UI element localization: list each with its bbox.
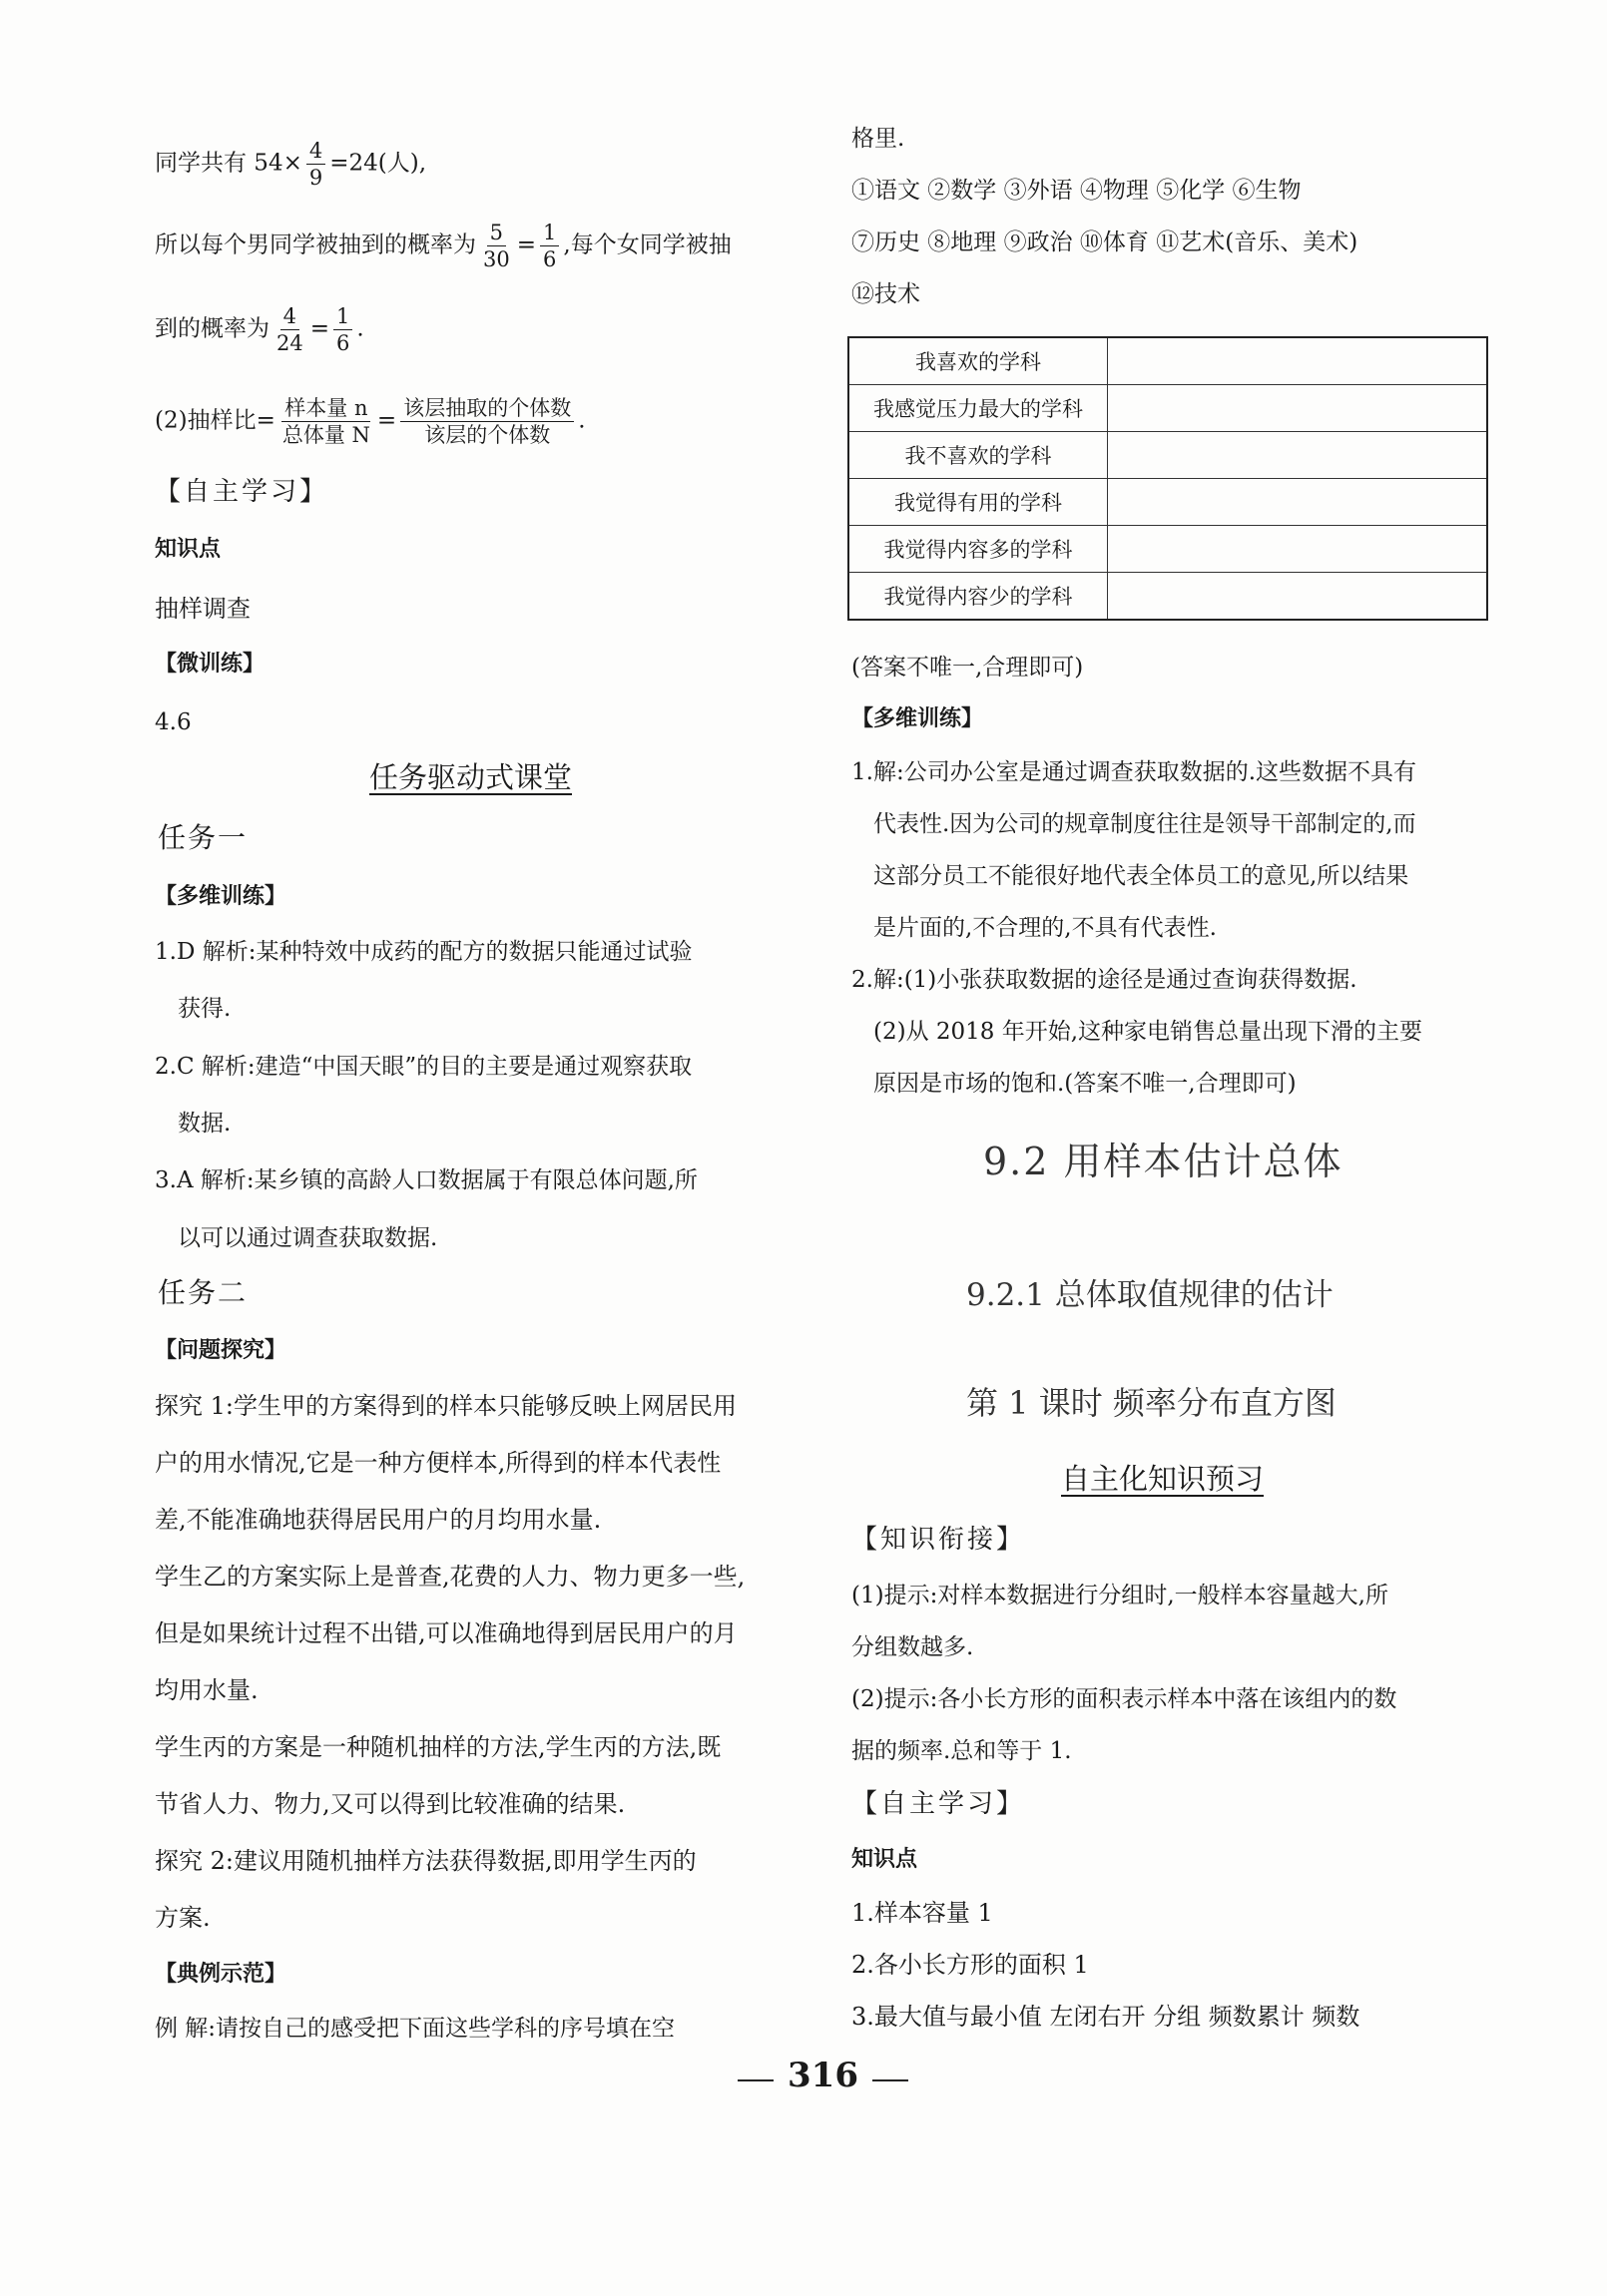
- title-9-2: 9.2 用样本估计总体: [983, 1140, 1343, 1183]
- answer-4-6: 4.6: [155, 709, 192, 735]
- explore1-f: 均用水量.: [155, 1676, 259, 1704]
- explore1-e: 但是如果统计过程不出错,可以准确地得到居民用户的月: [155, 1619, 738, 1647]
- title-9-2-1: 9.2.1 总体取值规律的估计: [966, 1277, 1334, 1313]
- explore1-h: 节省人力、物力,又可以得到比较准确的结果.: [155, 1790, 626, 1818]
- formula-sampling-ratio: (2)抽样比= $\frac{\text{样本量 n}}{\text{总体量 N}}$ = $\frac{\text{该层抽取的个体数}}{\text{该层的个体数}}$ .: [155, 396, 586, 448]
- explore1-b: 户的用水情况,它是一种方便样本,所得到的样本代表性: [155, 1449, 722, 1477]
- formula-line-3: 到的概率为 $\frac{4}{24}$ = $\frac{1}{6}$ .: [155, 304, 364, 356]
- q2-line: 2.C 解析:建造“中国天眼”的目的主要是通过观察获取: [155, 1054, 693, 1080]
- page-number: 316: [724, 2059, 922, 2092]
- section-duowei-1: 【多维训练】: [155, 884, 287, 909]
- dash-right: [872, 2079, 908, 2081]
- right-gezi: 格里.: [851, 126, 905, 152]
- r2-a: 2.解:(1)小张获取数据的途径是通过查询获得数据.: [851, 967, 1357, 993]
- formula-line-1: 同学共有 54× $\frac{4}{9}$ =24(人),: [155, 139, 427, 191]
- explore1-a: 探究 1:学生甲的方案得到的样本只能够反映上网居民用: [155, 1392, 737, 1420]
- answer-cell: [1108, 479, 1488, 526]
- task-two: 任务二: [158, 1276, 249, 1309]
- dash-left: [738, 2079, 774, 2081]
- r1-d: 是片面的,不合理的,不具有代表性.: [873, 915, 1217, 941]
- answer-cell: [1108, 385, 1488, 432]
- section-dianli-shifan: 【典例示范】: [155, 1962, 287, 1987]
- heading-task-classroom: 任务驱动式课堂: [369, 760, 573, 794]
- r1-c: 这部分员工不能很好地代表全体员工的意见,所以结果: [873, 863, 1409, 889]
- point-1: 1.样本容量 1: [851, 1899, 993, 1927]
- explore1-c: 差,不能准确地获得居民用户的月均用水量.: [155, 1506, 602, 1534]
- point-3: 3.最大值与最小值 左闭右开 分组 频数累计 频数: [851, 2003, 1360, 2031]
- answer-cell: [1108, 573, 1488, 621]
- table-row: 我感觉压力最大的学科: [848, 385, 1487, 432]
- subjects-line-2: ⑦历史 ⑧地理 ⑨政治 ⑩体育 ⑪艺术(音乐、美术): [851, 230, 1358, 255]
- q1-cont: 获得.: [178, 996, 232, 1022]
- section-wenti-tanjiu: 【问题探究】: [155, 1338, 287, 1363]
- r2-b: (2)从 2018 年开始,这种家电销售总量出现下滑的主要: [873, 1019, 1423, 1045]
- k2-b: 据的频率.总和等于 1.: [851, 1738, 1072, 1764]
- lesson-title: 第 1 课时 频率分布直方图: [966, 1384, 1337, 1422]
- q3-line: 3.A 解析:某乡镇的高龄人口数据属于有限总体问题,所: [155, 1167, 698, 1193]
- table-row: 我觉得有用的学科: [848, 479, 1487, 526]
- r1-b: 代表性.因为公司的规章制度往往是领导干部制定的,而: [873, 811, 1416, 837]
- subjects-line-3: ⑫技术: [851, 281, 920, 307]
- k1-a: (1)提示:对样本数据进行分组时,一般样本容量越大,所: [851, 1583, 1388, 1608]
- section-zizhu-xuexi-2: 【自主学习】: [851, 1789, 1026, 1819]
- answer-cell: [1108, 526, 1488, 573]
- k2-a: (2)提示:各小长方形的面积表示样本中落在该组内的数: [851, 1686, 1397, 1712]
- section-zizhu-xuexi: 【自主学习】: [155, 477, 329, 507]
- q3-cont: 以可以通过调查获取数据.: [178, 1225, 438, 1251]
- point-2: 2.各小长方形的面积 1: [851, 1951, 1089, 1979]
- heading-preview: 自主化知识预习: [1061, 1462, 1265, 1496]
- label-zhishidian: 知识点: [155, 537, 222, 562]
- q1-line: 1.D 解析:某种特效中成药的配方的数据只能通过试验: [155, 939, 693, 965]
- explore2-b: 方案.: [155, 1904, 211, 1932]
- subject-preference-table: [847, 336, 1488, 621]
- label-zhishidian-2: 知识点: [851, 1847, 918, 1872]
- section-weixunlian: 【微训练】: [155, 652, 266, 677]
- answer-cell: [1108, 432, 1488, 479]
- table-row: 我觉得内容少的学科: [848, 573, 1487, 621]
- section-duowei-2: 【多维训练】: [851, 706, 984, 731]
- explore1-g: 学生丙的方案是一种随机抽样的方法,学生丙的方法,既: [155, 1733, 722, 1761]
- answer-note: (答案不唯一,合理即可): [851, 655, 1084, 681]
- explore1-d: 学生乙的方案实际上是普查,花费的人力、物力更多一些,: [155, 1563, 746, 1591]
- example-line: 例 解:请按自己的感受把下面这些学科的序号填在空: [155, 2016, 676, 2042]
- q2-cont: 数据.: [178, 1111, 232, 1137]
- answer-cell: [1108, 337, 1488, 385]
- table-row: 我觉得内容多的学科: [848, 526, 1487, 573]
- r1-a: 1.解:公司办公室是通过调查获取数据的.这些数据不具有: [851, 759, 1417, 785]
- explore2-a: 探究 2:建议用随机抽样方法获得数据,即用学生丙的: [155, 1847, 697, 1875]
- r2-c: 原因是市场的饱和.(答案不唯一,合理即可): [873, 1071, 1297, 1097]
- subjects-line-1: ①语文 ②数学 ③外语 ④物理 ⑤化学 ⑥生物: [851, 178, 1302, 204]
- k1-b: 分组数越多.: [851, 1634, 974, 1660]
- formula-line-2: 所以每个男同学被抽到的概率为 $\frac{5}{30}$ = $\frac{1}{6}$ ,每个女同学被抽: [155, 221, 732, 272]
- task-one: 任务一: [158, 821, 249, 854]
- section-zhishi-xianjie: 【知识衔接】: [851, 1525, 1026, 1555]
- table-row: 我不喜欢的学科: [848, 432, 1487, 479]
- answer-chouyang: 抽样调查: [155, 595, 251, 623]
- table-row: 我喜欢的学科: [848, 337, 1487, 385]
